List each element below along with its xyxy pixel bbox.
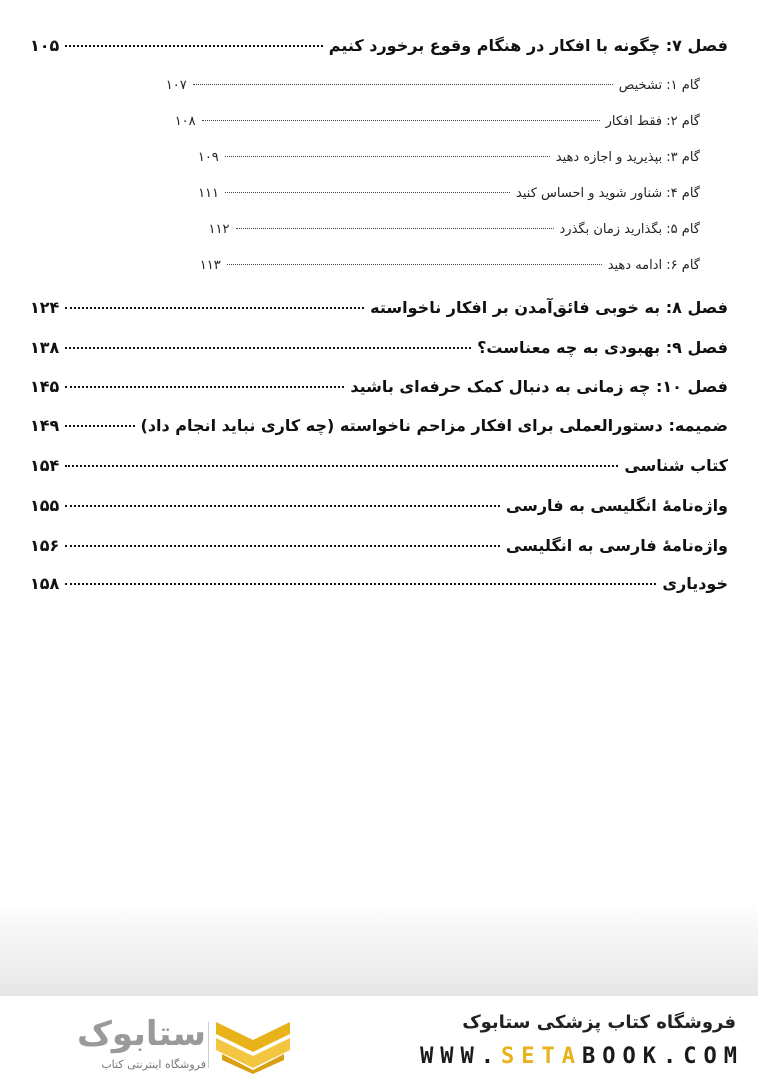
toc-page: ۱۱۱ xyxy=(198,186,220,201)
toc-title: خودیاری xyxy=(662,574,728,593)
brand-logo-subtitle: فروشگاه اینترنتی کتاب xyxy=(101,1058,206,1071)
toc-title: گام ۲: فقط افکار xyxy=(605,114,700,129)
shop-name: فروشگاه کتاب پزشکی ستابوک xyxy=(462,1012,736,1033)
leader-dots xyxy=(193,84,613,85)
toc-title: فصل ۹: بهبودی به چه معناست؟ xyxy=(477,338,728,357)
toc-entry-glossary-fa-en[interactable] xyxy=(30,536,728,555)
toc-page: ۱۵۵ xyxy=(30,496,60,515)
toc-title: گام ۵: بگذارید زمان بگذرد xyxy=(559,222,700,237)
toc-entry-step-1[interactable] xyxy=(30,78,700,93)
url-prefix: WWW. xyxy=(420,1044,502,1069)
toc-entry-step-3[interactable] xyxy=(30,150,700,165)
toc-entry-step-2[interactable] xyxy=(30,114,700,129)
leader-dots xyxy=(65,425,134,427)
toc-page: ۱۰۹ xyxy=(197,150,219,165)
toc-entry-appendix[interactable] xyxy=(30,416,728,435)
leader-dots xyxy=(65,45,322,47)
leader-dots xyxy=(202,120,600,121)
toc-entry-step-5[interactable] xyxy=(30,222,700,237)
toc-entry-chapter-9[interactable] xyxy=(30,338,728,357)
url-accent: SETA xyxy=(501,1044,583,1069)
leader-dots xyxy=(65,583,656,585)
toc-page: ۱۴۵ xyxy=(30,377,60,396)
leader-dots xyxy=(236,228,554,229)
leader-dots xyxy=(225,156,550,157)
toc-title: واژه‌نامهٔ فارسی به انگلیسی xyxy=(505,536,728,555)
toc-entry-step-4[interactable] xyxy=(30,186,700,201)
toc-page: ۱۰۸ xyxy=(174,114,196,129)
toc-page: ۱۵۶ xyxy=(30,536,60,555)
toc-title: فصل ۸: به خوبی فائق‌آمدن بر افکار ناخواسته xyxy=(370,298,728,317)
toc-title: واژه‌نامهٔ انگلیسی به فارسی xyxy=(505,496,728,515)
leader-dots xyxy=(65,505,500,507)
logo-divider xyxy=(208,1022,209,1068)
toc-entry-self-help[interactable] xyxy=(30,574,728,593)
toc-page: ۱۵۸ xyxy=(30,574,60,593)
toc-page: ۱۵۴ xyxy=(30,456,60,475)
toc-title: ضمیمه: دستورالعملی برای افکار مزاحم ناخواسته (چه کاری نباید انجام داد) xyxy=(140,416,728,435)
leader-dots xyxy=(65,545,500,547)
toc-page: ۱۳۸ xyxy=(30,338,60,357)
toc-title: کتاب شناسی xyxy=(624,456,728,475)
toc-entry-chapter-8[interactable] xyxy=(30,298,728,317)
leader-dots xyxy=(65,307,364,309)
toc-entry-glossary-en-fa[interactable] xyxy=(30,496,728,515)
toc-page: ۱۱۳ xyxy=(199,258,221,273)
toc-page: ۱۰۷ xyxy=(165,78,187,93)
footer-shadow xyxy=(0,900,758,996)
leader-dots xyxy=(227,264,602,265)
toc-title: فصل ۷: چگونه با افکار در هنگام وقوع برخورد کنیم xyxy=(328,36,728,55)
toc-page: ۱۰۵ xyxy=(30,36,60,55)
toc-title: گام ۳: بپذیرید و اجازه دهید xyxy=(555,150,700,165)
toc-entry-bibliography[interactable] xyxy=(30,456,728,475)
toc-page: ۱۴۹ xyxy=(30,416,60,435)
leader-dots xyxy=(225,192,510,193)
toc-entry-chapter-10[interactable] xyxy=(30,377,728,396)
toc-title: گام ۱: تشخیص xyxy=(618,78,700,93)
toc-page: ۱۲۴ xyxy=(30,298,60,317)
toc-page: ۱۱۲ xyxy=(208,222,230,237)
toc-title: گام ۶: ادامه دهید xyxy=(607,258,700,273)
toc-title: فصل ۱۰: چه زمانی به دنبال کمک حرفه‌ای باشید xyxy=(350,377,728,396)
toc-title: گام ۴: شناور شوید و احساس کنید xyxy=(516,186,700,201)
website-url[interactable] xyxy=(420,1044,744,1069)
book-logo-icon xyxy=(216,1018,290,1074)
brand-logo-text: ستابوک xyxy=(77,1014,206,1054)
url-suffix: BOOK.COM xyxy=(582,1044,744,1069)
toc-entry-step-6[interactable] xyxy=(30,258,700,273)
leader-dots xyxy=(65,465,618,467)
leader-dots xyxy=(65,347,471,349)
toc-entry-chapter-7[interactable] xyxy=(30,36,728,55)
leader-dots xyxy=(65,386,344,388)
